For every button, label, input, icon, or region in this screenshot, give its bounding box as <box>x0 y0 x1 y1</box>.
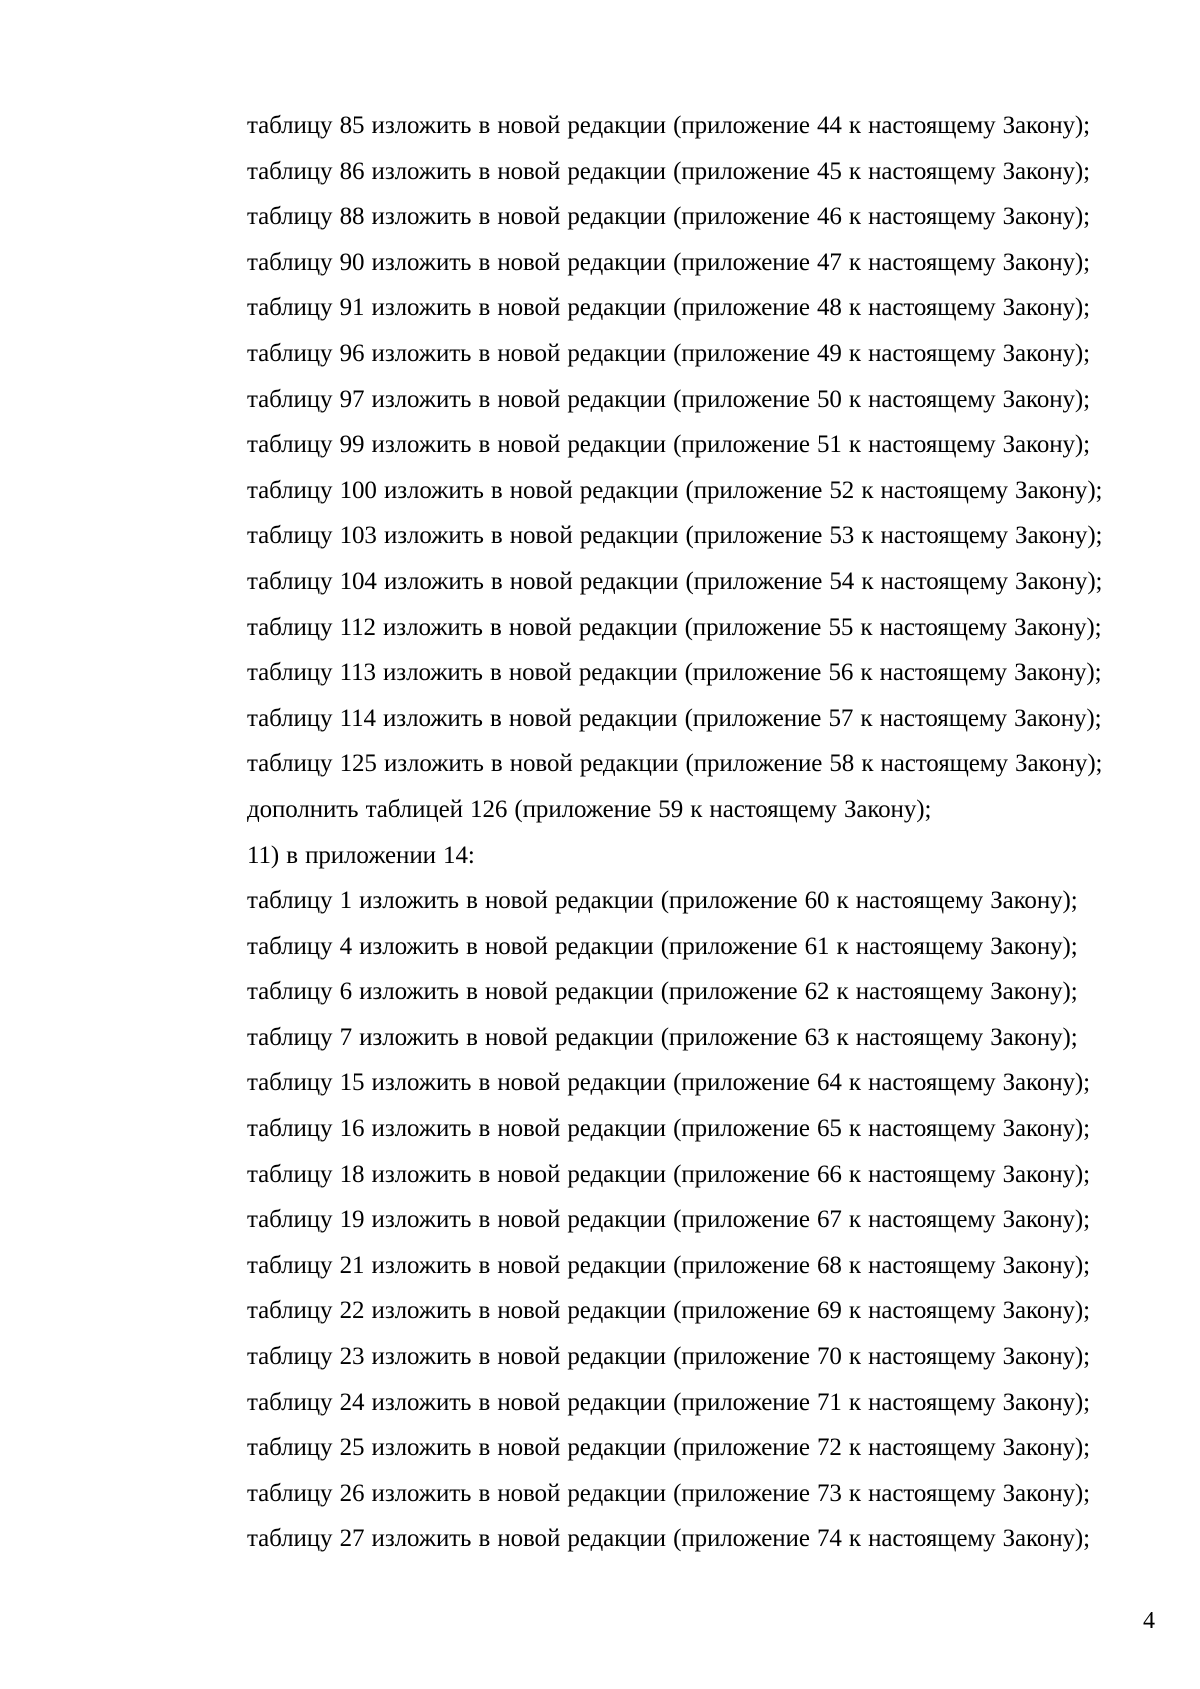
amendment-line: таблицу 90 изложить в новой редакции (приложение 47 к настоящему Закону); <box>247 248 1090 276</box>
amendment-line: таблицу 104 изложить в новой редакции (приложение 54 к настоящему Закону); <box>247 567 1103 595</box>
amendment-line: таблицу 114 изложить в новой редакции (приложение 57 к настоящему Закону); <box>247 704 1102 732</box>
amendment-line: таблицу 23 изложить в новой редакции (приложение 70 к настоящему Закону); <box>247 1343 1090 1371</box>
amendment-line: таблицу 96 изложить в новой редакции (приложение 49 к настоящему Закону); <box>247 339 1090 367</box>
amendment-line: таблицу 24 изложить в новой редакции (приложение 71 к настоящему Закону); <box>247 1388 1090 1416</box>
amendment-line: таблицу 26 изложить в новой редакции (приложение 73 к настоящему Закону); <box>247 1479 1090 1507</box>
amendment-line: таблицу 7 изложить в новой редакции (приложение 63 к настоящему Закону); <box>247 1023 1078 1051</box>
amendment-line: таблицу 85 изложить в новой редакции (приложение 44 к настоящему Закону); <box>247 112 1090 139</box>
amendment-line: таблицу 88 изложить в новой редакции (приложение 46 к настоящему Закону); <box>247 203 1090 231</box>
amendment-line: таблицу 27 изложить в новой редакции (приложение 74 к настоящему Закону); <box>247 1525 1090 1553</box>
amendment-line: таблицу 19 изложить в новой редакции (приложение 67 к настоящему Закону); <box>247 1206 1090 1234</box>
amendment-line: таблицу 22 изложить в новой редакции (приложение 69 к настоящему Закону); <box>247 1297 1090 1325</box>
amendment-line: таблицу 100 изложить в новой редакции (приложение 52 к настоящему Закону); <box>247 476 1103 504</box>
amendment-line: таблицу 112 изложить в новой редакции (приложение 55 к настоящему Закону); <box>247 613 1102 641</box>
amendment-line: таблицу 21 изложить в новой редакции (приложение 68 к настоящему Закону); <box>247 1251 1090 1279</box>
amendment-line: таблицу 125 изложить в новой редакции (приложение 58 к настоящему Закону); <box>247 750 1103 778</box>
amendment-line: таблицу 1 изложить в новой редакции (приложение 60 к настоящему Закону); <box>247 887 1078 915</box>
amendment-line: таблицу 103 изложить в новой редакции (приложение 53 к настоящему Закону); <box>247 522 1103 550</box>
amendment-line: таблицу 18 изложить в новой редакции (приложение 66 к настоящему Закону); <box>247 1160 1090 1188</box>
amendment-line: таблицу 25 изложить в новой редакции (приложение 72 к настоящему Закону); <box>247 1434 1090 1462</box>
amendment-line: таблицу 113 изложить в новой редакции (приложение 56 к настоящему Закону); <box>247 659 1102 687</box>
amendment-line: таблицу 97 изложить в новой редакции (приложение 50 к настоящему Закону); <box>247 385 1090 413</box>
amendment-line: таблицу 6 изложить в новой редакции (приложение 62 к настоящему Закону); <box>247 978 1078 1006</box>
page-number: 4 <box>1143 1608 1155 1634</box>
amendment-line: таблицу 99 изложить в новой редакции (приложение 51 к настоящему Закону); <box>247 431 1090 459</box>
amendment-line: таблицу 4 изложить в новой редакции (приложение 61 к настоящему Закону); <box>247 932 1078 960</box>
section-heading: 11) в приложении 14: <box>247 841 475 869</box>
amendment-line: дополнить таблицей 126 (приложение 59 к настоящему Закону); <box>247 795 932 823</box>
amendment-line: таблицу 86 изложить в новой редакции (приложение 45 к настоящему Закону); <box>247 157 1090 185</box>
amendment-line: таблицу 16 изложить в новой редакции (приложение 65 к настоящему Закону); <box>247 1115 1090 1143</box>
amendment-line: таблицу 91 изложить в новой редакции (приложение 48 к настоящему Закону); <box>247 294 1090 322</box>
amendment-line: таблицу 15 изложить в новой редакции (приложение 64 к настоящему Закону); <box>247 1069 1090 1097</box>
amendment-list <box>247 103 1147 1562</box>
